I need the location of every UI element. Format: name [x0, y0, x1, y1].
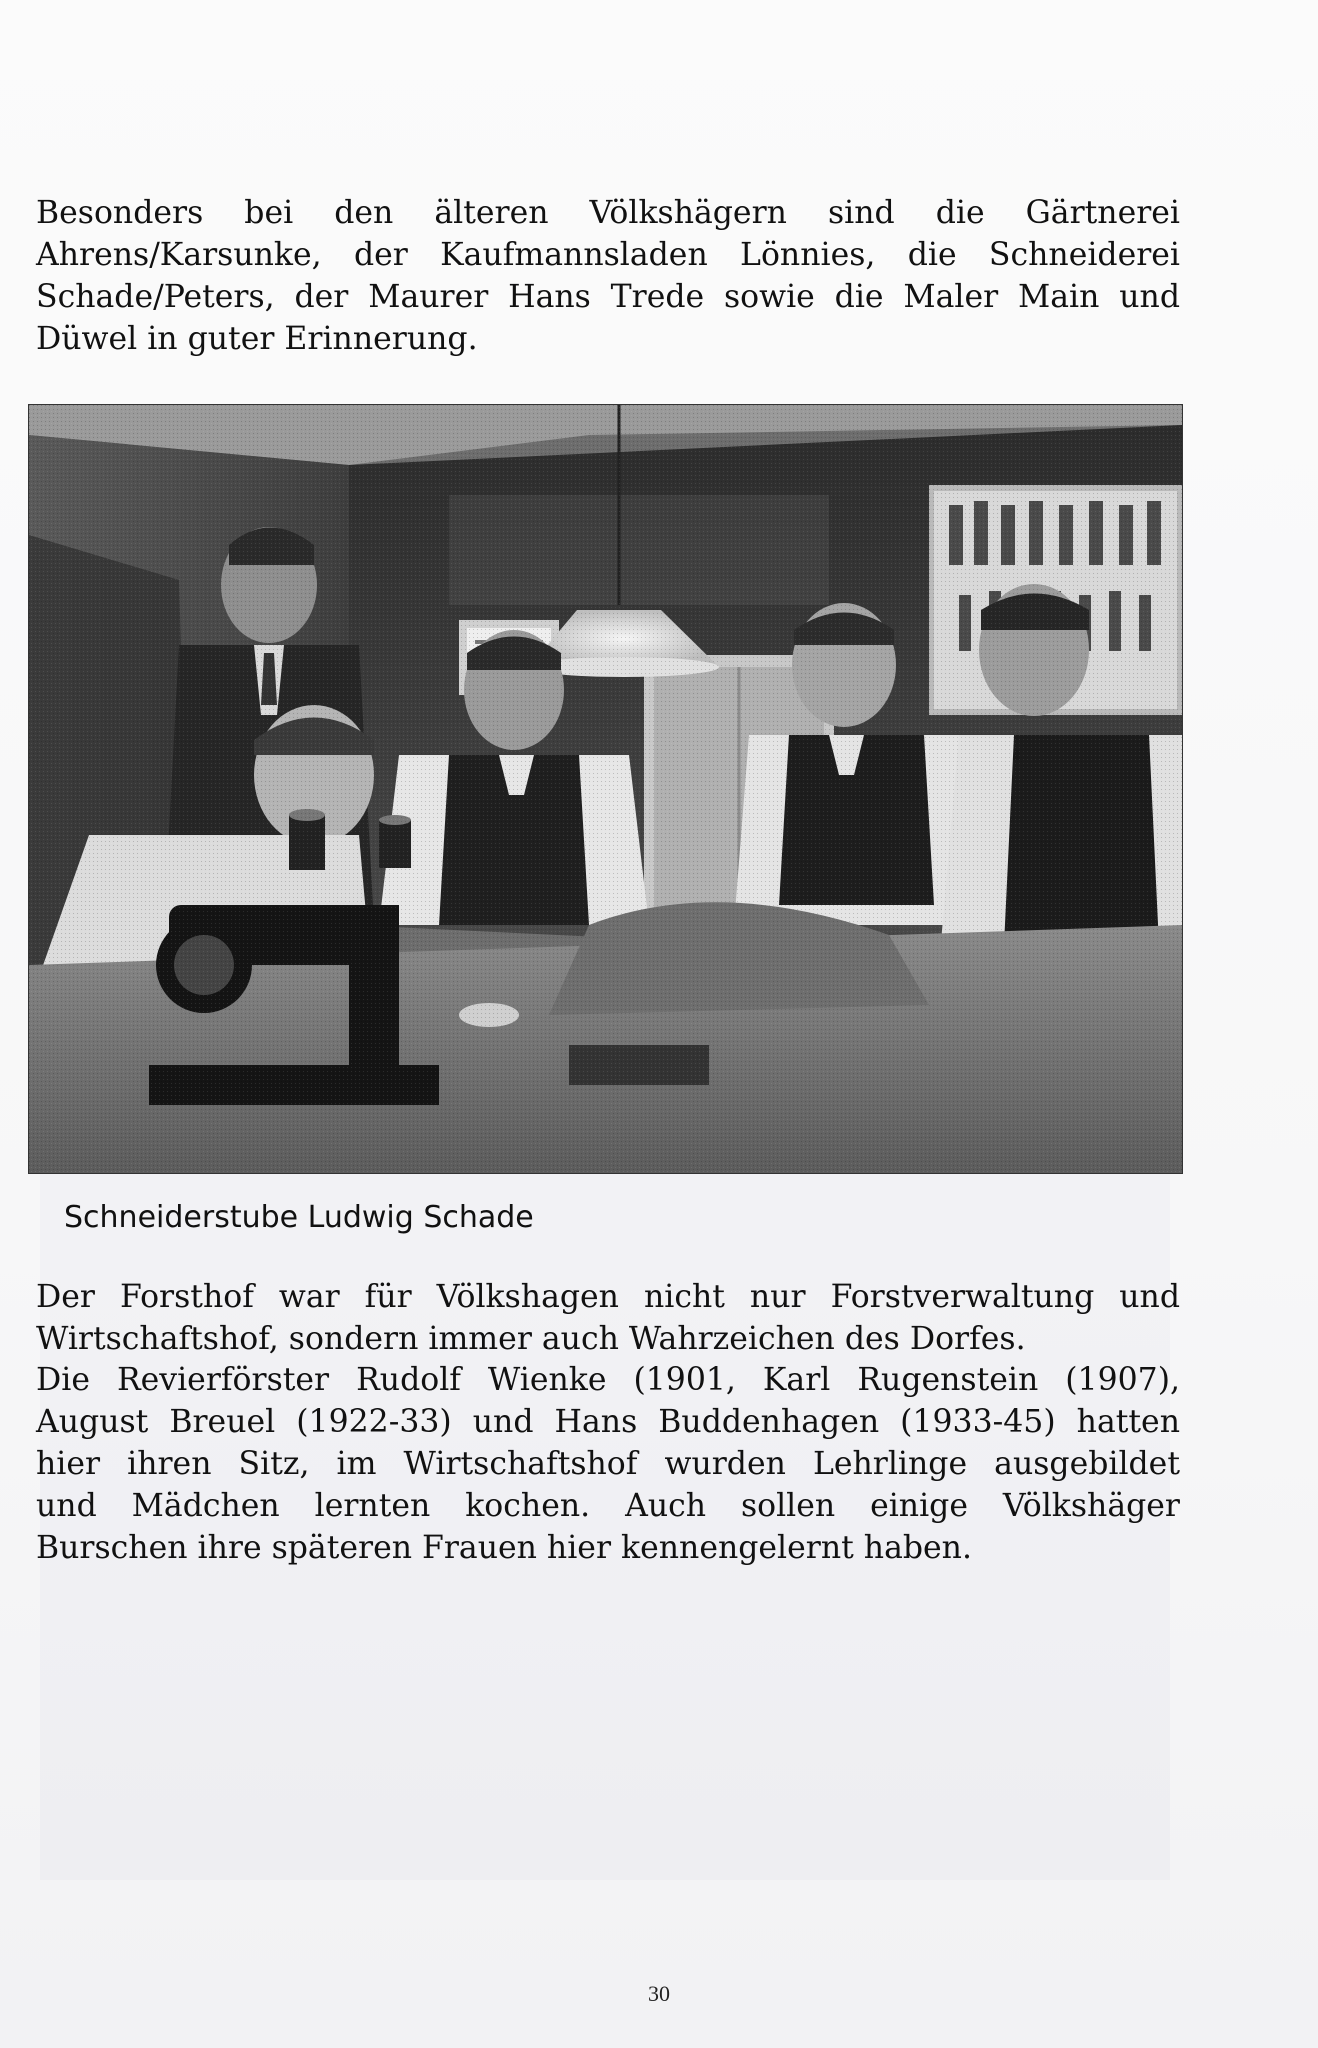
paragraph-2-line: Wirtschaftshof, sondern immer auch Wahrzeichen des Dorfes. — [36, 1321, 1026, 1357]
paragraph-3 — [36, 1359, 1180, 1569]
paragraph-3-line: Die Revierförster Rudolf Wienke (1901, Karl Rugenstein (1907), — [36, 1362, 1180, 1398]
paragraph-1-line: Düwel in guter Erinnerung. — [36, 321, 478, 357]
paragraph-1-line: Ahrens/Karsunke, der Kaufmannsladen Lönnies, die Schneiderei — [36, 237, 1180, 273]
page-number: 30 — [648, 1981, 670, 2006]
paragraph-2 — [36, 1276, 1180, 1360]
tailor-workshop-photo — [28, 404, 1183, 1174]
paragraph-1-line: Schade/Peters, der Maurer Hans Trede sowie die Maler Main und — [36, 279, 1180, 315]
paragraph-3-line: hier ihren Sitz, im Wirtschaftshof wurden Lehrlinge ausgebildet — [36, 1446, 1180, 1482]
paragraph-1 — [36, 192, 1180, 360]
paragraph-2-line: Der Forsthof war für Völkshagen nicht nur Forstverwaltung und — [36, 1279, 1180, 1315]
paragraph-3-line: August Breuel (1922-33) und Hans Buddenhagen (1933-45) hatten — [36, 1404, 1180, 1440]
paragraph-3-line: Burschen ihre späteren Frauen hier kennengelernt haben. — [36, 1530, 972, 1566]
photo-illustration — [29, 405, 1182, 1173]
photo-caption: Schneiderstube Ludwig Schade — [64, 1200, 534, 1235]
paragraph-1-line: Besonders bei den älteren Völkshägern sind die Gärtnerei — [36, 195, 1180, 231]
paragraph-3-line: und Mädchen lernten kochen. Auch sollen einige Völkshäger — [36, 1488, 1180, 1524]
